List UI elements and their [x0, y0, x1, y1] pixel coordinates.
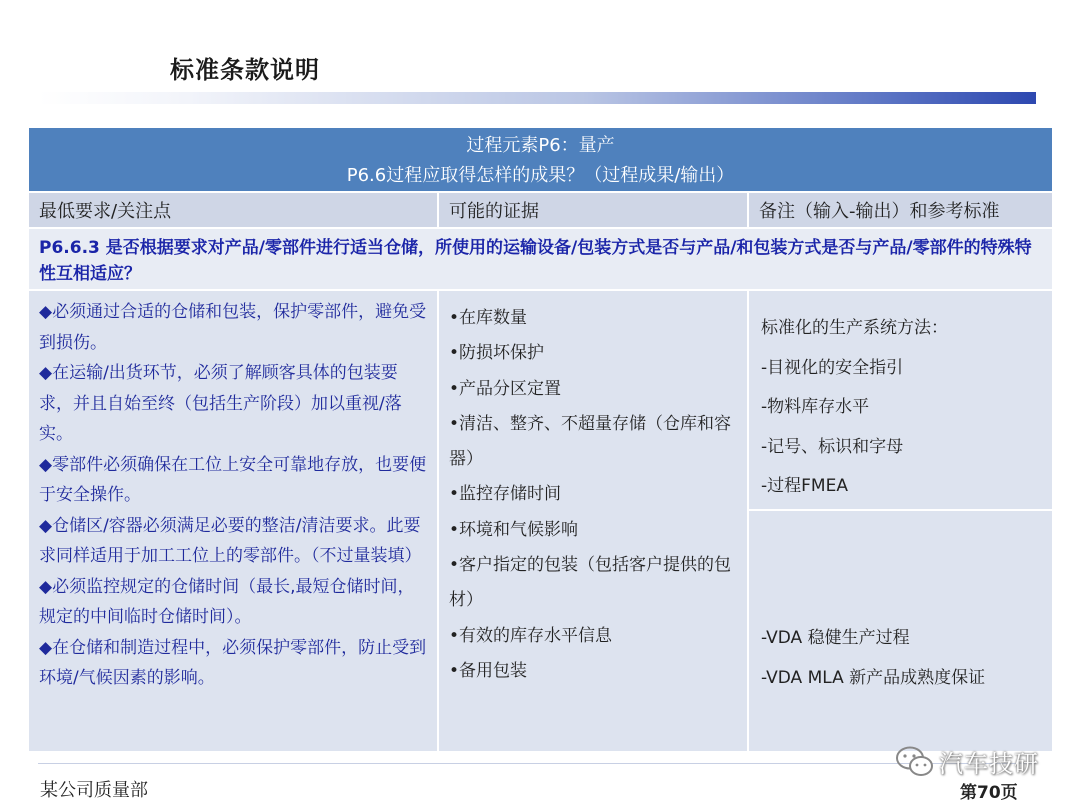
evidence-item: • 在库数量	[449, 301, 737, 336]
column-header-notes: 备注（输入-输出）和参考标准	[748, 192, 1053, 228]
note-item: 标准化的生产系统方法：	[761, 318, 948, 338]
page-number: 第70页	[960, 783, 1018, 803]
requirements-cell	[28, 290, 438, 752]
evidence-item: • 防损坏保护	[449, 336, 737, 371]
evidence-item: • 环境和气候影响	[449, 513, 737, 548]
standard-clause-table	[27, 126, 1054, 753]
question-row: P6.6.3 是否根据要求对产品/零部件进行适当仓储，所使用的运输设备/包装方式是否与产品/和包装方式是否与产品/零部件的特殊特性互相适应？	[28, 228, 1053, 290]
note-item: -物料库存水平	[761, 397, 870, 417]
wechat-icon	[895, 745, 935, 779]
requirement-item: ◆ 必须监控规定的仓储时间（最长,最短仓储时间，规定的中间临时仓储时间）。	[39, 572, 427, 633]
reference-item: -VDA 稳健生产过程	[761, 628, 910, 648]
footer-divider	[38, 763, 1036, 764]
evidence-item: • 清洁、整齐、不超量存储（仓库和容器）	[449, 407, 737, 478]
evidence-cell	[438, 290, 748, 752]
header-line-1: 过程元素P6：量产	[466, 135, 615, 156]
evidence-item: • 监控存储时间	[449, 477, 737, 512]
footer-department: 某公司质量部	[40, 780, 148, 798]
reference-item: -VDA MLA 新产品成熟度保证	[761, 667, 986, 688]
note-item: -目视化的安全指引	[761, 357, 904, 378]
requirement-item: ◆ 在运输/出货环节，必须了解顾客具体的包装要求，并且自始至终（包括生产阶段）加以重视/落实。	[39, 358, 427, 450]
column-header-requirements: 最低要求/关注点	[28, 192, 438, 228]
header-line-2: P6.6过程应取得怎样的成果？（过程成果/输出）	[346, 165, 735, 186]
requirement-item: ◆ 仓储区/容器必须满足必要的整洁/清洁要求。此要求同样适用于加工工位上的零部件。（不过量装填）	[39, 511, 427, 572]
watermark-text: 汽车技研	[939, 750, 1039, 778]
notes-cell-top	[748, 290, 1053, 510]
column-header-evidence: 可能的证据	[438, 192, 748, 228]
notes-cell-bottom	[748, 510, 1053, 752]
title-gradient-bar	[38, 92, 1036, 104]
requirement-item: ◆ 必须通过合适的仓储和包装，保护零部件，避免受到损伤。	[39, 297, 427, 358]
evidence-item: • 有效的库存水平信息	[449, 619, 737, 654]
evidence-item: • 客户指定的包装（包括客户提供的包材）	[449, 548, 737, 619]
watermark	[895, 744, 1039, 779]
note-item: -过程FMEA	[761, 476, 848, 496]
page-title: 标准条款说明	[170, 56, 320, 84]
requirement-item: ◆ 在仓储和制造过程中，必须保护零部件，防止受到环境/气候因素的影响。	[39, 633, 427, 694]
table-header	[28, 127, 1053, 192]
evidence-item: • 产品分区定置	[449, 372, 737, 407]
evidence-item: • 备用包装	[449, 654, 737, 689]
requirement-item: ◆ 零部件必须确保在工位上安全可靠地存放，也要便于安全操作。	[39, 450, 427, 511]
note-item: -记号、标识和字母	[761, 436, 904, 457]
